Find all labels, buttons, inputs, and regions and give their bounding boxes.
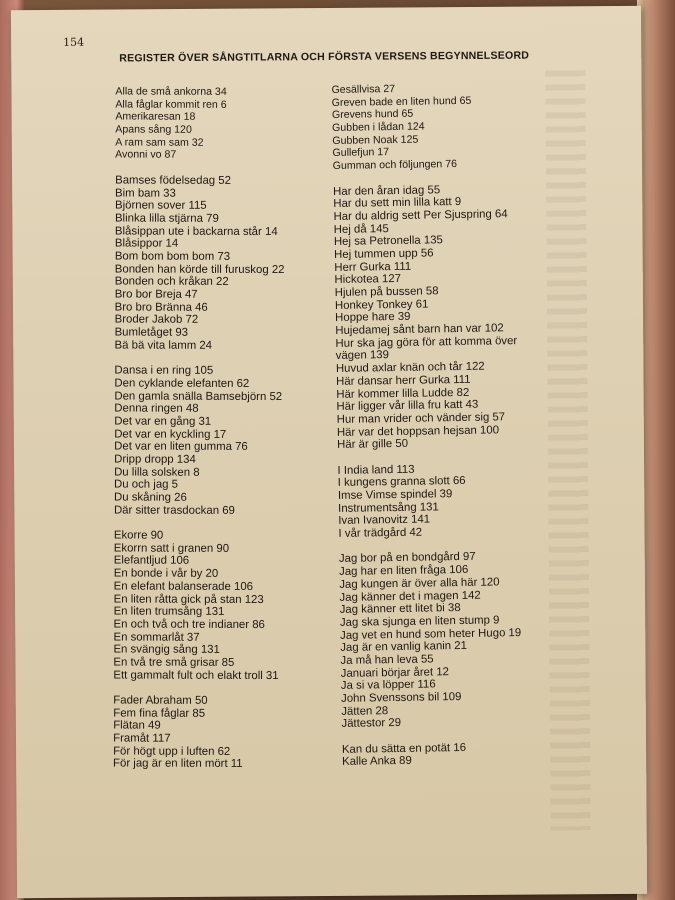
- index-entry: En och två och tre indianer 86: [113, 618, 265, 631]
- index-entry: Elefantljud 106: [113, 554, 190, 568]
- index-entry: Ja må han leva 55: [340, 653, 434, 667]
- index-entry: Här dansar herr Gurka 111: [336, 373, 471, 388]
- index-entry: I India land 113: [337, 463, 415, 477]
- index-entry: Instrumentsång 131: [338, 501, 439, 515]
- index-entry: Jättestor 29: [341, 717, 402, 731]
- page-title: REGISTER ÖVER SÅNGTITLARNA OCH FÖRSTA VERSENS BEGYNNELSEORD: [119, 49, 530, 65]
- index-entry: Avonni vo 87: [115, 148, 177, 162]
- index-entry: Ett gammalt fult och elakt troll 31: [113, 669, 279, 682]
- index-entry: Grevens hund 65: [331, 108, 414, 122]
- index-entry: Gesällvisa 27: [331, 82, 396, 96]
- index-entry: Jag kungen är över alla här 120: [339, 576, 500, 591]
- index-entry: Broder Jakob 72: [114, 313, 199, 327]
- index-entry: vägen 139: [335, 349, 390, 363]
- index-entry: Jag vet en hund som heter Hugo 19: [340, 626, 522, 642]
- index-entry: Jag bor på en bondgård 97: [338, 551, 476, 566]
- index-entry: Det var en kyckling 17: [114, 428, 227, 441]
- index-entry: Framåt 117: [113, 732, 171, 745]
- index-group: [342, 740, 582, 769]
- index-entry: Ivan Ivanovitz 141: [338, 513, 431, 528]
- index-entry: Har du aldrig sett Per Sjuspring 64: [333, 208, 508, 223]
- index-entry: Bro bro Bränna 46: [114, 301, 208, 314]
- index-entry: Du och jag 5: [114, 478, 179, 492]
- index-entry: En sommarlåt 37: [113, 631, 200, 644]
- index-column-right: [331, 80, 582, 781]
- index-entry: Det var en gång 31: [114, 415, 212, 428]
- index-entry: Greven bade en liten hund 65: [331, 94, 472, 109]
- index-entry: En elefant balanserade 106: [113, 580, 254, 593]
- index-entry: Gubben i lådan 124: [332, 120, 425, 135]
- index-entry: Jag har en liten fråga 106: [339, 564, 469, 579]
- index-entry: Alla de små ankorna 34: [115, 85, 227, 98]
- index-entry: Flätan 49: [113, 719, 161, 733]
- index-entry: En liten råtta gick på stan 123: [113, 592, 264, 606]
- index-entry: Här kommer lilla Ludde 82: [336, 386, 470, 401]
- index-entry: Dansa i en ring 105: [114, 364, 214, 377]
- index-entry: Jag är en vanlig kanin 21: [340, 640, 468, 655]
- index-entry: Hej tummen upp 56: [334, 247, 434, 261]
- index-entry: Där sitter trasdockan 69: [113, 504, 235, 517]
- index-entry: Den gamla snälla Bamsebjörn 52: [114, 389, 283, 403]
- index-entry: Du skåning 26: [113, 491, 187, 504]
- index-entry: Här var det hoppsan hejsan 100: [336, 423, 500, 439]
- index-entry: Hej sa Petronella 135: [333, 234, 443, 249]
- index-entry: Fader Abraham 50: [113, 694, 208, 707]
- index-entry: En bonde i vår by 20: [113, 567, 219, 580]
- index-column-left: [113, 85, 315, 784]
- index-entry: Hujedamej sånt barn han var 102: [335, 322, 504, 338]
- index-group: [115, 85, 315, 162]
- page-number: 154: [63, 35, 85, 49]
- index-entry: Jag ska sjunga en liten stump 9: [339, 614, 500, 629]
- index-entry: Fem fina fåglar 85: [113, 707, 206, 720]
- index-entry: John Svenssons bil 109: [340, 691, 462, 705]
- index-entry: Här ligger vår lilla fru katt 43: [336, 398, 479, 414]
- index-group: [113, 530, 314, 683]
- index-entry: Hjulen på bussen 58: [334, 285, 439, 299]
- index-entry: Bim bam 33: [115, 186, 176, 200]
- index-entry: Jag känner det i magen 142: [339, 589, 481, 604]
- index-entry: Amerikaresan 18: [115, 110, 196, 124]
- index-entry: Herr Gurka 111: [334, 260, 412, 274]
- index-entry: Har du sett min lilla katt 9: [333, 196, 462, 211]
- index-entry: Ekorrn satt i granen 90: [113, 542, 230, 555]
- index-entry: Hoppe hare 39: [335, 311, 411, 325]
- index-entry: Har den åran idag 55: [333, 183, 441, 198]
- index-group: [333, 182, 577, 452]
- index-group: [339, 550, 582, 731]
- index-entry: Alla fåglar kommit ren 6: [115, 98, 227, 111]
- index-entry: Kalle Anka 89: [341, 755, 412, 769]
- index-entry: För jag är en liten mört 11: [113, 757, 243, 771]
- index-entry: Ekorre 90: [113, 529, 164, 542]
- index-entry: Gullefjun 17: [332, 146, 390, 160]
- index-entry: En svängig sång 131: [113, 643, 220, 657]
- index-entry: Blinka lilla stjärna 79: [114, 212, 219, 225]
- index-entry: Gubben Noak 125: [332, 133, 419, 147]
- index-group: [113, 694, 313, 771]
- index-entry: Björnen sover 115: [114, 199, 207, 212]
- index-entry: En liten trumsång 131: [113, 605, 225, 619]
- index-entry: Hur man vrider och vänder sig 57: [336, 411, 506, 426]
- index-entry: Bumletåget 93: [114, 326, 189, 339]
- index-entry: Kan du sätta en potät 16: [341, 741, 467, 756]
- index-entry: Hej då 145: [333, 222, 389, 236]
- index-group: [337, 461, 578, 541]
- index-entry: A ram sam sam 32: [115, 136, 204, 149]
- index-entry: Här är gille 50: [337, 438, 409, 452]
- index-entry: Blåsippor 14: [114, 237, 179, 250]
- index-entry: Det var en liten gumma 76: [114, 440, 248, 454]
- index-entry: Jag känner ett litet bi 38: [339, 602, 461, 617]
- index-entry: För högt upp i luften 62: [113, 745, 231, 758]
- index-entry: Blåsippan ute i backarna står 14: [114, 225, 278, 238]
- index-entry: Honkey Tonkey 61: [334, 298, 429, 312]
- index-entry: Huvud axlar knän och tår 122: [335, 360, 485, 376]
- index-entry: Bom bom bom bom 73: [114, 250, 231, 263]
- index-entry: Bonden han körde till furuskog 22: [114, 263, 285, 276]
- index-entry: Denna ringen 48: [114, 402, 199, 415]
- index-entry: Bonden och kråkan 22: [114, 275, 229, 289]
- book-page: [11, 6, 647, 898]
- index-entry: Du lilla solsken 8: [114, 466, 200, 479]
- index-entry: Januari börjar året 12: [340, 665, 450, 680]
- index-entry: Bamses födelsedag 52: [115, 174, 232, 187]
- index-group: [115, 174, 316, 352]
- index-entry: Hur ska jag göra för att komma över: [335, 334, 518, 350]
- index-entry: Imse Vimse spindel 39: [337, 488, 453, 502]
- index-group: [331, 80, 572, 173]
- index-group: [114, 365, 315, 518]
- index-entry: I vår trädgård 42: [338, 526, 423, 540]
- index-entry: Gumman och följungen 76: [332, 158, 458, 173]
- index-entry: Apans sång 120: [115, 123, 192, 136]
- index-entry: En två tre små grisar 85: [113, 656, 235, 669]
- index-entry: Den cyklande elefanten 62: [114, 377, 250, 390]
- index-entry: Ja si va löpper 116: [340, 678, 436, 693]
- index-entry: I kungens granna slott 66: [337, 475, 466, 490]
- index-entry: Hickotea 127: [334, 273, 402, 287]
- index-entry: Dripp dropp 134: [114, 453, 196, 466]
- index-entry: Bä bä vita lamm 24: [114, 339, 213, 352]
- index-entry: Jätten 28: [341, 704, 389, 718]
- index-entry: Bro bor Breja 47: [114, 288, 198, 301]
